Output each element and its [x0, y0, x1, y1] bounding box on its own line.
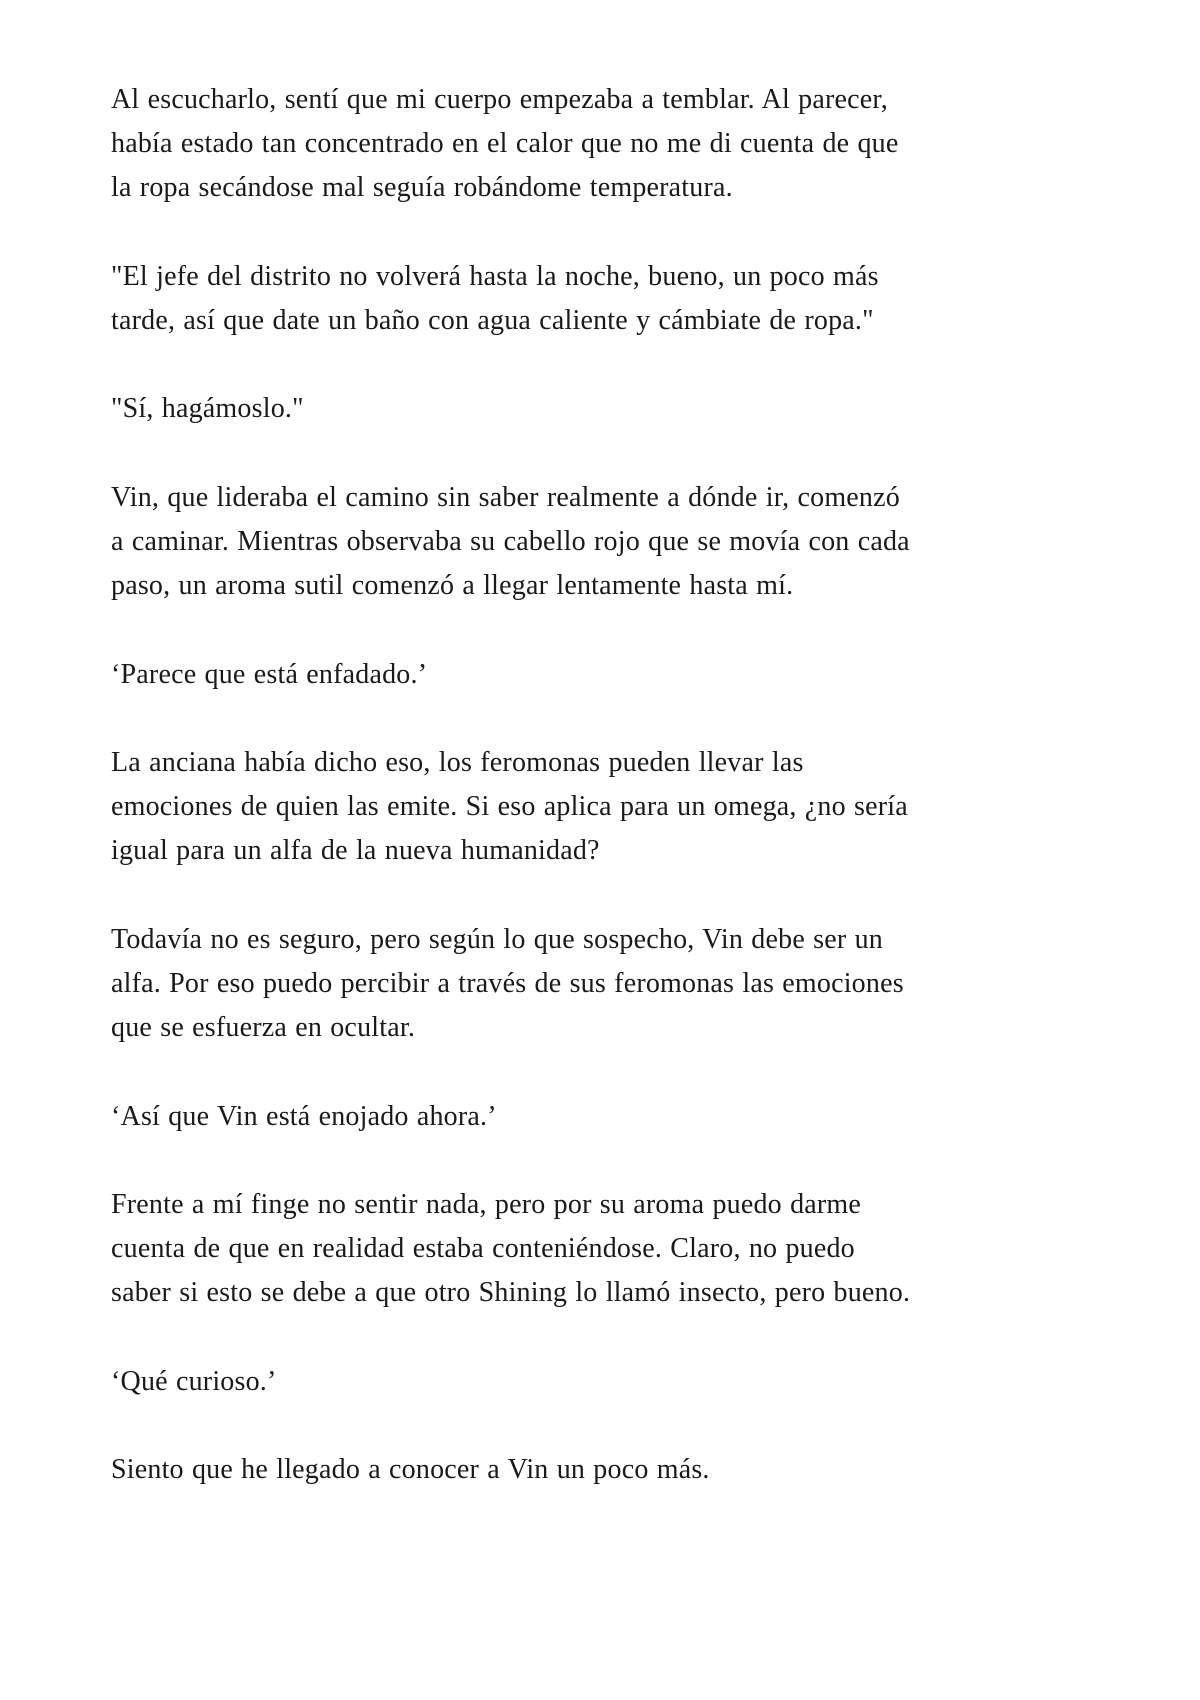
- text-line: había estado tan concentrado en el calor que no me di cuenta de que: [111, 128, 899, 160]
- document-page: [111, 78, 1091, 1537]
- text-line: ‘Qué curioso.’: [111, 1365, 277, 1397]
- paragraph-thought-2: [111, 1095, 1091, 1139]
- text-line: Vin, que lideraba el camino sin saber realmente a dónde ir, comenzó: [111, 481, 900, 513]
- text-line: emociones de quien las emite. Si eso aplica para un omega, ¿no sería: [111, 791, 908, 823]
- paragraph-narration-3: [111, 741, 1091, 874]
- text-line: La anciana había dicho eso, los feromonas pueden llevar las: [111, 746, 804, 778]
- text-line: Al escucharlo, sentí que mi cuerpo empezaba a temblar. Al parecer,: [111, 84, 888, 115]
- text-line: ‘Parece que está enfadado.’: [111, 658, 428, 690]
- text-line: Todavía no es seguro, pero según lo que sospecho, Vin debe ser un: [111, 923, 884, 955]
- text-line: igual para un alfa de la nueva humanidad?: [111, 835, 600, 867]
- paragraph-narration-1: [111, 78, 1091, 211]
- paragraph-narration-6: [111, 1448, 1091, 1492]
- paragraph-dialogue-1: [111, 255, 1091, 343]
- text-line: la ropa secándose mal seguía robándome temperatura.: [111, 172, 733, 204]
- text-line: "El jefe del distrito no volverá hasta la noche, bueno, un poco más: [111, 260, 879, 292]
- text-line: paso, un aroma sutil comenzó a llegar lentamente hasta mí.: [111, 570, 794, 602]
- text-line: ‘Así que Vin está enojado ahora.’: [111, 1100, 497, 1132]
- text-line: "Sí, hagámoslo.": [111, 393, 304, 425]
- text-line: tarde, así que date un baño con agua caliente y cámbiate de ropa.": [111, 305, 874, 336]
- text-line: a caminar. Mientras observaba su cabello rojo que se movía con cada: [111, 525, 910, 557]
- paragraph-dialogue-2: [111, 387, 1091, 431]
- paragraph-narration-2: [111, 476, 1091, 609]
- text-line: cuenta de que en realidad estaba conteniéndose. Claro, no puedo: [111, 1233, 855, 1265]
- paragraph-narration-4: [111, 918, 1091, 1051]
- paragraph-thought-1: [111, 653, 1091, 697]
- text-line: alfa. Por eso puedo percibir a través de sus feromonas las emociones: [111, 967, 904, 999]
- paragraph-thought-3: [111, 1360, 1091, 1404]
- text-line: saber si esto se debe a que otro Shining lo llamó insecto, pero bueno.: [111, 1277, 911, 1309]
- text-line: que se esfuerza en ocultar.: [111, 1012, 416, 1044]
- text-line: Frente a mí finge no sentir nada, pero por su aroma puedo darme: [111, 1188, 862, 1220]
- text-line: Siento que he llegado a conocer a Vin un poco más.: [111, 1454, 710, 1486]
- paragraph-narration-5: [111, 1183, 1091, 1316]
